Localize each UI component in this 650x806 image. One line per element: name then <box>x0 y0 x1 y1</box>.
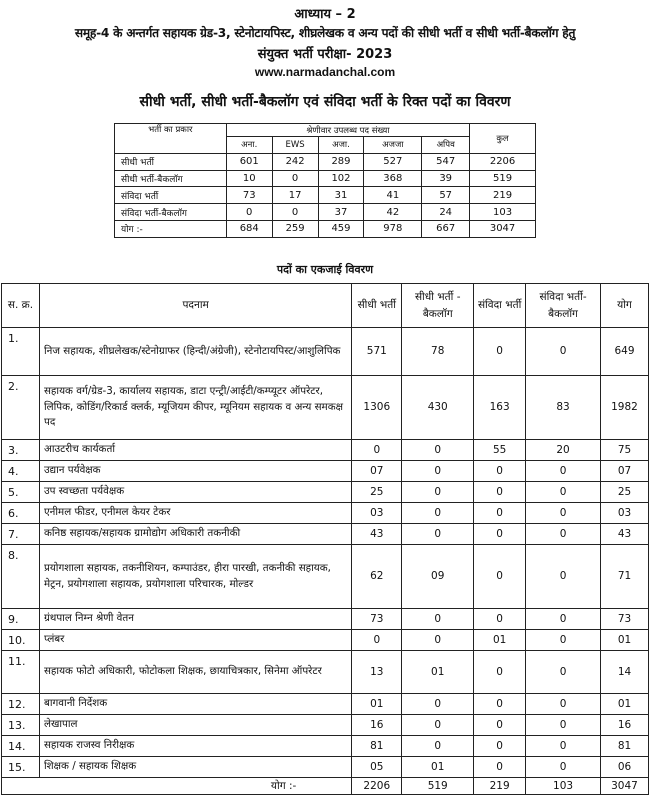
table-row <box>2 376 649 440</box>
posts-table-title: पदों का एकजाई विवरण <box>276 263 374 276</box>
post-name: बागवानी निर्देशक <box>39 694 351 715</box>
summary-cell: 24 <box>422 204 470 221</box>
summary-cell: 601 <box>226 153 272 170</box>
serial-number: 13. <box>2 715 40 736</box>
count-cell: 0 <box>474 545 526 609</box>
summary-cell: 41 <box>364 187 422 204</box>
count-cell: 81 <box>601 736 649 757</box>
col-header-contract-backlog: संविदा भर्ती-बैकलॉग <box>526 284 601 328</box>
post-name: एनीमल फीडर, एनीमल केयर टेकर <box>39 503 351 524</box>
posts-total-cell: 219 <box>474 778 526 795</box>
summary-category-header: अना. <box>226 137 272 154</box>
summary-cell: 519 <box>470 170 536 187</box>
summary-type-header: भर्ती का प्रकार <box>115 124 227 154</box>
post-name: प्रयोगशाला सहायक, तकनीशियन, कम्पाउंडर, हीरा पारखी, तकनीकी सहायक, मेट्रन, प्रयोगशाला सहायक, प्रयोगशाला परिचारक, मोल्डर <box>39 545 351 609</box>
count-cell: 25 <box>601 482 649 503</box>
count-cell: 55 <box>474 440 526 461</box>
count-cell: 0 <box>474 757 526 778</box>
table-row <box>2 461 649 482</box>
summary-cell: 42 <box>364 204 422 221</box>
summary-cell: 73 <box>226 187 272 204</box>
col-header-contract: संविदा भर्ती <box>474 284 526 328</box>
summary-cell: 667 <box>422 220 470 237</box>
count-cell: 01 <box>352 694 402 715</box>
col-header-total: योग <box>601 284 649 328</box>
count-cell: 0 <box>352 440 402 461</box>
summary-row-label: संविदा भर्ती <box>115 187 227 204</box>
summary-cell: 3047 <box>470 220 536 237</box>
table-row <box>2 440 649 461</box>
summary-cell: 102 <box>318 170 364 187</box>
count-cell: 05 <box>352 757 402 778</box>
summary-cell: 17 <box>272 187 318 204</box>
summary-row-label: संविदा भर्ती-बैकलॉग <box>115 204 227 221</box>
col-header-direct: सीधी भर्ती <box>352 284 402 328</box>
document-title-line-1: समूह-4 के अन्तर्गत सहायक ग्रेड-3, स्टेनोटायपिस्ट, शीघ्रलेखक व अन्य पदों की सीधी भर्ती व सीधी भर्ती-बैकलॉग हेतु <box>74 26 576 40</box>
summary-cell: 259 <box>272 220 318 237</box>
summary-cell: 0 <box>272 204 318 221</box>
count-cell: 0 <box>474 694 526 715</box>
serial-number: 7. <box>2 524 40 545</box>
count-cell: 07 <box>352 461 402 482</box>
count-cell: 0 <box>402 461 474 482</box>
serial-number: 15. <box>2 757 40 778</box>
serial-number: 8. <box>2 545 40 609</box>
posts-total-cell: 519 <box>402 778 474 795</box>
summary-cell: 459 <box>318 220 364 237</box>
count-cell: 16 <box>601 715 649 736</box>
col-header-direct-backlog: सीधी भर्ती - बैकलॉग <box>402 284 474 328</box>
count-cell: 75 <box>601 440 649 461</box>
count-cell: 14 <box>601 651 649 694</box>
table-row <box>2 715 649 736</box>
summary-table-title: सीधी भर्ती, सीधी भर्ती-बैकलॉग एवं संविदा भर्ती के रिक्त पदों का विवरण <box>139 94 511 110</box>
count-cell: 43 <box>352 524 402 545</box>
summary-category-header: EWS <box>272 137 318 154</box>
count-cell: 0 <box>402 694 474 715</box>
serial-number: 6. <box>2 503 40 524</box>
serial-number: 12. <box>2 694 40 715</box>
summary-row <box>115 170 536 187</box>
summary-cell: 10 <box>226 170 272 187</box>
count-cell: 0 <box>526 757 601 778</box>
count-cell: 16 <box>352 715 402 736</box>
website-link[interactable]: www.narmadanchal.com <box>254 65 396 79</box>
summary-total-header: कुल <box>470 124 536 154</box>
count-cell: 0 <box>526 503 601 524</box>
post-name: आउटरीच कार्यकर्ता <box>39 440 351 461</box>
count-cell: 0 <box>526 461 601 482</box>
count-cell: 25 <box>352 482 402 503</box>
count-cell: 06 <box>601 757 649 778</box>
table-row <box>2 328 649 376</box>
count-cell: 0 <box>526 545 601 609</box>
table-row <box>2 736 649 757</box>
serial-number: 14. <box>2 736 40 757</box>
post-name: सहायक वर्ग/ग्रेड-3, कार्यालय सहायक, डाटा एन्ट्री/आईटी/कम्प्यूटर ऑपरेटर, लिपिक, कोडिंग/रिकार्ड क्लर्क, म्यूजियम कीपर, म्यूनियम सहायक व अन्य समकक्ष पद <box>39 376 351 440</box>
count-cell: 0 <box>402 482 474 503</box>
count-cell: 73 <box>601 609 649 630</box>
summary-cell: 547 <box>422 153 470 170</box>
summary-row <box>115 204 536 221</box>
summary-row-label: सीधी भर्ती <box>115 153 227 170</box>
post-name: प्लंबर <box>39 630 351 651</box>
table-row <box>2 651 649 694</box>
post-name: उप स्वच्छता पर्यवेक्षक <box>39 482 351 503</box>
document-title-line-2: संयुक्त भर्ती परीक्षा- 2023 <box>257 47 393 62</box>
serial-number: 1. <box>2 328 40 376</box>
count-cell: 83 <box>526 376 601 440</box>
summary-category-header: अजजा <box>364 137 422 154</box>
serial-number: 2. <box>2 376 40 440</box>
count-cell: 73 <box>352 609 402 630</box>
count-cell: 0 <box>526 609 601 630</box>
summary-cell: 37 <box>318 204 364 221</box>
count-cell: 0 <box>526 328 601 376</box>
count-cell: 03 <box>601 503 649 524</box>
col-header-post-name: पदनाम <box>39 284 351 328</box>
table-row <box>2 524 649 545</box>
table-row <box>2 545 649 609</box>
table-row <box>2 503 649 524</box>
serial-number: 4. <box>2 461 40 482</box>
count-cell: 0 <box>402 630 474 651</box>
count-cell: 0 <box>526 736 601 757</box>
count-cell: 01 <box>402 651 474 694</box>
count-cell: 01 <box>601 694 649 715</box>
summary-cell: 684 <box>226 220 272 237</box>
count-cell: 78 <box>402 328 474 376</box>
summary-cell: 57 <box>422 187 470 204</box>
summary-category-header: अपिव <box>422 137 470 154</box>
summary-cell: 219 <box>470 187 536 204</box>
count-cell: 0 <box>474 482 526 503</box>
count-cell: 1982 <box>601 376 649 440</box>
count-cell: 01 <box>474 630 526 651</box>
posts-total-cell: 103 <box>526 778 601 795</box>
chapter-heading: आध्याय – 2 <box>294 7 356 22</box>
count-cell: 01 <box>601 630 649 651</box>
posts-total-cell: 3047 <box>601 778 649 795</box>
post-name: उद्यान पर्यवेक्षक <box>39 461 351 482</box>
summary-cell: 527 <box>364 153 422 170</box>
count-cell: 163 <box>474 376 526 440</box>
count-cell: 0 <box>526 524 601 545</box>
col-header-serial: स. क्र. <box>2 284 40 328</box>
table-row <box>2 630 649 651</box>
table-row <box>2 482 649 503</box>
count-cell: 0 <box>402 524 474 545</box>
table-row <box>2 694 649 715</box>
serial-number: 10. <box>2 630 40 651</box>
post-name: सहायक फोटो अधिकारी, फोटोकला शिक्षक, छायाचित्रकार, सिनेमा ऑपरेटर <box>39 651 351 694</box>
count-cell: 571 <box>352 328 402 376</box>
count-cell: 0 <box>474 328 526 376</box>
count-cell: 0 <box>526 651 601 694</box>
count-cell: 0 <box>526 715 601 736</box>
summary-cell: 0 <box>226 204 272 221</box>
summary-cell: 31 <box>318 187 364 204</box>
count-cell: 0 <box>474 461 526 482</box>
count-cell: 07 <box>601 461 649 482</box>
summary-row-label: सीधी भर्ती-बैकलॉग <box>115 170 227 187</box>
summary-cell: 368 <box>364 170 422 187</box>
summary-table <box>114 123 536 238</box>
summary-row <box>115 220 536 237</box>
summary-row <box>115 153 536 170</box>
count-cell: 43 <box>601 524 649 545</box>
count-cell: 0 <box>474 715 526 736</box>
summary-cell: 242 <box>272 153 318 170</box>
summary-row-label: योग :- <box>115 220 227 237</box>
count-cell: 81 <box>352 736 402 757</box>
count-cell: 71 <box>601 545 649 609</box>
count-cell: 0 <box>402 609 474 630</box>
post-name: लेखापाल <box>39 715 351 736</box>
count-cell: 430 <box>402 376 474 440</box>
post-name: सहायक राजस्व निरीक्षक <box>39 736 351 757</box>
count-cell: 09 <box>402 545 474 609</box>
count-cell: 1306 <box>352 376 402 440</box>
count-cell: 01 <box>402 757 474 778</box>
post-name: शिक्षक / सहायक शिक्षक <box>39 757 351 778</box>
summary-row <box>115 187 536 204</box>
posts-table <box>1 283 649 795</box>
summary-group-header: श्रेणीवार उपलब्ध पद संख्या <box>226 124 469 137</box>
count-cell: 0 <box>526 630 601 651</box>
summary-cell: 103 <box>470 204 536 221</box>
summary-cell: 39 <box>422 170 470 187</box>
count-cell: 03 <box>352 503 402 524</box>
count-cell: 0 <box>402 715 474 736</box>
summary-cell: 0 <box>272 170 318 187</box>
summary-cell: 289 <box>318 153 364 170</box>
count-cell: 0 <box>474 736 526 757</box>
post-name: ग्रंथपाल निम्न श्रेणी वेतन <box>39 609 351 630</box>
serial-number: 5. <box>2 482 40 503</box>
serial-number: 3. <box>2 440 40 461</box>
count-cell: 20 <box>526 440 601 461</box>
count-cell: 0 <box>474 609 526 630</box>
count-cell: 0 <box>474 503 526 524</box>
summary-cell: 2206 <box>470 153 536 170</box>
count-cell: 0 <box>352 630 402 651</box>
posts-total-label: योग :- <box>2 778 352 795</box>
count-cell: 0 <box>402 736 474 757</box>
table-row <box>2 609 649 630</box>
serial-number: 11. <box>2 651 40 694</box>
count-cell: 0 <box>474 524 526 545</box>
count-cell: 0 <box>402 503 474 524</box>
summary-cell: 978 <box>364 220 422 237</box>
post-name: कनिष्ठ सहायक/सहायक ग्रामोद्योग अधिकारी तकनीकी <box>39 524 351 545</box>
count-cell: 13 <box>352 651 402 694</box>
count-cell: 62 <box>352 545 402 609</box>
serial-number: 9. <box>2 609 40 630</box>
posts-total-cell: 2206 <box>352 778 402 795</box>
count-cell: 0 <box>474 651 526 694</box>
count-cell: 0 <box>402 440 474 461</box>
post-name: निज सहायक, शीघ्रलेखक/स्टेनोग्राफर (हिन्दी/अंग्रेजी), स्टेनोटायपिस्ट/आशुलिपिक <box>39 328 351 376</box>
count-cell: 0 <box>526 482 601 503</box>
summary-category-header: अजा. <box>318 137 364 154</box>
count-cell: 649 <box>601 328 649 376</box>
count-cell: 0 <box>526 694 601 715</box>
table-row <box>2 757 649 778</box>
